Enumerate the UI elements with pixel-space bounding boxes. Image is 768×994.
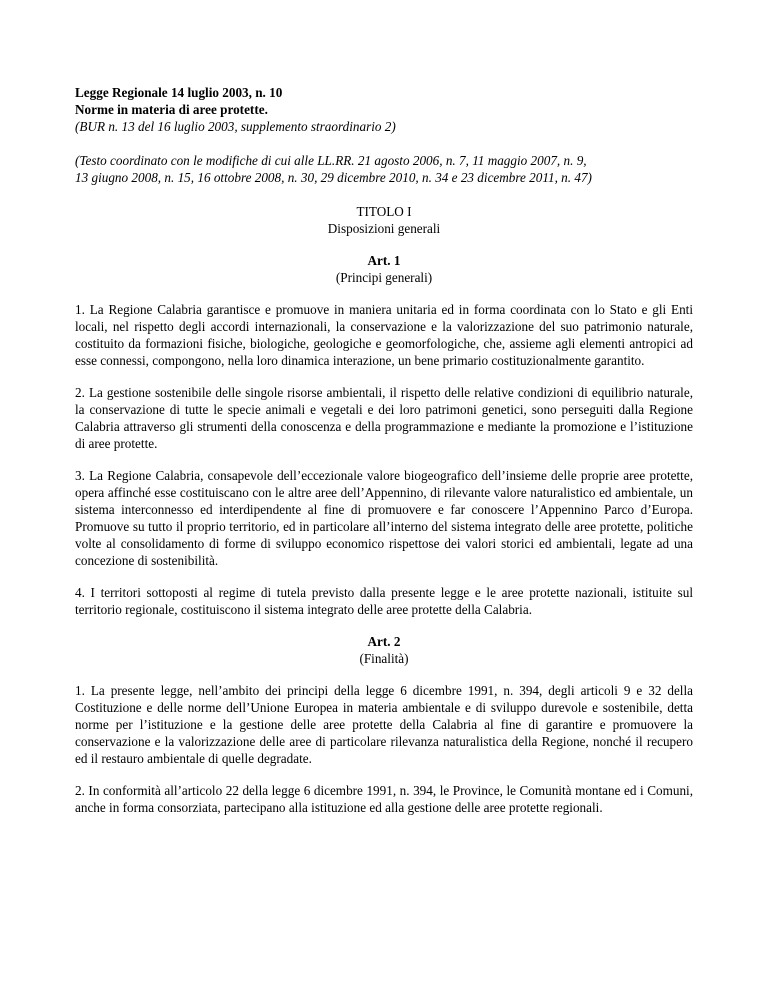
title-label: TITOLO I [356,204,412,219]
article-paragraph: 2. La gestione sostenibile delle singole risorse ambientali, il rispetto delle relative condizioni di equilibrio naturale, la conservazione di tutte le specie animali e vegetali e dei loro patrimoni genetici, sono perseguiti dalla Regione Calabria attraverso gli strumenti della conoscenza e della programmazione e mediante la promozione e l’istituzione di aree protette. [75,385,693,451]
coordination-note [75,152,693,186]
article-paragraph: 4. I territori sottoposti al regime di tutela previsto dalla presente legge e le aree protette nazionali, istituite sul territorio regionale, costituiscono il sistema integrato delle aree protette della Calabria. [75,585,693,617]
article-paragraph: 1. La Regione Calabria garantisce e promuove in maniera unitaria ed in forma coordinata con lo Stato e gli Enti locali, nel rispetto degli accordi internazionali, la conservazione e la valorizzazione del suo patrimonio naturale, costituito da formazioni fisiche, biologiche, geologiche e geomorfologiche, che, assieme agli elementi antropici ad esse connessi, compongono, nella loro dinamica interazione, un bene primario costituzionalmente garantito. [75,302,693,368]
article-subheading: (Finalità) [359,651,409,666]
article-subheading: (Principi generali) [335,270,433,285]
document-page [75,84,693,831]
article-heading: Art. 2 [367,634,401,649]
law-title: Legge Regionale 14 luglio 2003, n. 10 [75,85,283,100]
article-paragraph: 2. In conformità all’articolo 22 della legge 6 dicembre 1991, n. 394, le Province, le Comunità montane ed i Comuni, anche in forma consorziata, partecipano alla istituzione ed alla gestione delle aree protette regionali. [75,783,693,815]
coordination-note-line1: (Testo coordinato con le modifiche di cui alle LL.RR. 21 agosto 2006, n. 7, 11 maggio 2007, n. 9, [75,153,587,168]
document-header [75,84,693,135]
article-heading: Art. 1 [367,253,401,268]
title-subtitle: Disposizioni generali [327,221,441,236]
article-2 [75,633,693,816]
bur-note: (BUR n. 13 del 16 luglio 2003, supplemento straordinario 2) [75,119,396,134]
article-1 [75,252,693,618]
coordination-note-line2: 13 giugno 2008, n. 15, 16 ottobre 2008, n. 30, 29 dicembre 2010, n. 34 e 23 dicembre 2011, n. 47) [75,170,592,185]
article-paragraph: 3. La Regione Calabria, consapevole dell’eccezionale valore biogeografico dell’insieme delle proprie aree protette, opera affinché esse costituiscano con le altre aree dell’Appennino, di rilevante valore naturalistico ed ambientale, un sistema interconnesso ed interdipendente al fine di promuovere e far conoscere l’Appennino Parco d’Europa. Promuove su tutto il proprio territorio, ed in particolare all’interno del sistema integrato delle aree protette, politiche volte al consolidamento di forme di sviluppo economico rispettose dei valori storici ed ambientali, legate ad una concezione di sostenibilità. [75,468,693,568]
article-paragraph: 1. La presente legge, nell’ambito dei principi della legge 6 dicembre 1991, n. 394, degli articoli 9 e 32 della Costituzione e delle norme dell’Unione Europea in materia ambientale e di sviluppo durevole e sostenibile, detta norme per l’istituzione e la gestione delle aree protette della Calabria al fine di garantire e promuovere la conservazione e la valorizzazione delle aree di particolare rilevanza naturalistica della Regione, nonché il recupero ed il restauro ambientale di quelle degradate. [75,683,693,766]
law-subject: Norme in materia di aree protette. [75,102,268,117]
